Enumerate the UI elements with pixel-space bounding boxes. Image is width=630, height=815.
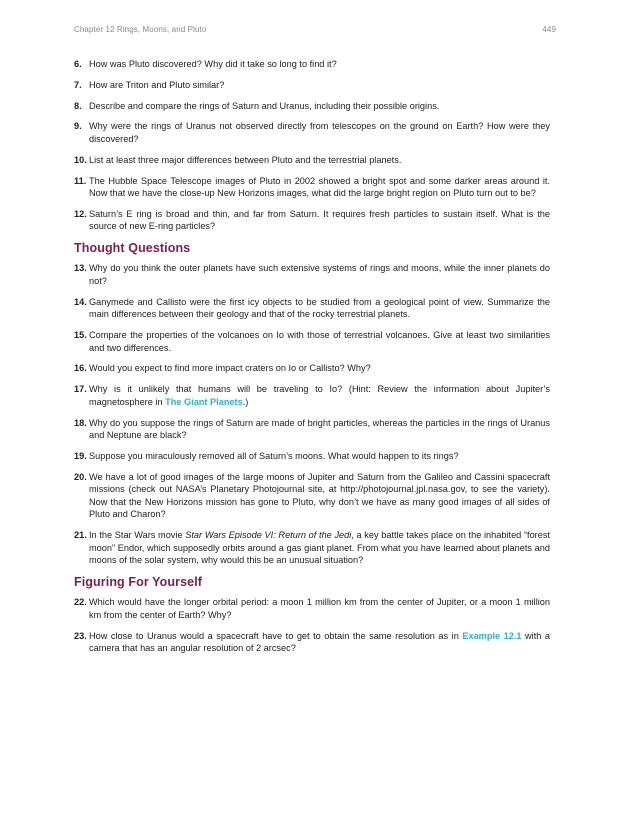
question-text: Ganymede and Callisto were the first icy objects to be studied from a geological point of view. Summarize the main differences between their geology and that of the rocky terrestrial planets. [89, 296, 550, 320]
question-text: How are Triton and Pluto similar? [89, 79, 225, 90]
question-text: In the Star Wars movie Star Wars Episode VI: Return of the Jedi, a key battle takes place on the inhabited “forest moon” Endor, which supposedly orbits around a gas giant planet. From what you have learned about planets and moons of the solar system, why would this be an unusual situation? [89, 530, 550, 566]
question-18: 18. Why do you suppose the rings of Saturn are made of bright particles, whereas the particles in the rings of Uranus and Neptune are black? [74, 417, 550, 441]
question-7: 7. How are Triton and Pluto similar? [74, 79, 550, 92]
question-6: 6. How was Pluto discovered? Why did it take so long to find it? [74, 58, 550, 71]
question-text: Which would have the longer orbital period: a moon 1 million km from the center of Jupiter, or a moon 1 million km from the center of Earth? Why? [89, 597, 550, 620]
question-12: 12. Saturn’s E ring is broad and thin, and far from Saturn. It requires fresh particles to sustain itself. What is the source of new E-ring particles? [74, 208, 550, 232]
question-19: 19. Suppose you miraculously removed all of Saturn’s moons. What would happen to its rings? [74, 450, 550, 463]
question-14: 14. Ganymede and Callisto were the first icy objects to be studied from a geological point of view. Summarize the main differences between their geology and that of the rocky terrestrial planets. [74, 296, 550, 320]
page-number: 449 [542, 25, 556, 34]
question-text: Compare the properties of the volcanoes on Io with those of terrestrial volcanoes. Give at least two similarities and two differences. [89, 330, 550, 353]
question-13: 13. Why do you think the outer planets have such extensive systems of rings and moons, while the inner planets do not? [74, 263, 550, 286]
question-text: How was Pluto discovered? Why did it take so long to find it? [89, 59, 337, 69]
question-text: Why do you suppose the rings of Saturn are made of bright particles, whereas the particles in the rings of Uranus and Neptune are black? [89, 417, 550, 441]
question-20: 20. We have a lot of good images of the large moons of Jupiter and Saturn from the Galileo and Cassini spacecraft missions (check out NASA’s Planetary Photojournal site, at http://photojournal.jpl.nasa.gov, to see the variety). Now that the New Horizons mission has gone to Pluto, why don’t we have as many good images of all sides of Pluto and Charon? [74, 471, 550, 520]
question-11: 11. The Hubble Space Telescope images of Pluto in 2002 showed a bright spot and some darker areas around it. Now that we have the close-up New Horizons images, what did the large bright region on Pluto turn out to be? [74, 175, 550, 199]
chapter-title: Chapter 12 Rings, Moons, and Pluto [74, 25, 207, 34]
giant-planets-link[interactable]: The Giant Planets [165, 396, 243, 407]
question-17: 17. Why is it unlikely that humans will be traveling to Io? (Hint: Review the information about Jupiter’s magnetosphere in The Giant Planets.) [74, 384, 550, 407]
question-text: List at least three major differences between Pluto and the terrestrial planets. [89, 154, 402, 165]
question-text: Why is it unlikely that humans will be traveling to Io? (Hint: Review the information about Jupiter’s magnetosphere in The Giant Planets.) [89, 384, 550, 407]
figuring-questions-list [74, 596, 550, 655]
question-text: Why do you think the outer planets have such extensive systems of rings and moons, while the inner planets do not? [89, 263, 550, 286]
question-9: 9. Why were the rings of Uranus not observed directly from telescopes on the ground on Earth? How were they discovered? [74, 121, 550, 144]
question-text: We have a lot of good images of the large moons of Jupiter and Saturn from the Galileo and Cassini spacecraft missions (check out NASA’s Planetary Photojournal site, at http://photojournal.jpl.nasa.gov, to see the variety). Now that the New Horizons mission has gone to Pluto, why don’t we have as many good images of all sides of Pluto and Charon? [89, 471, 550, 520]
question-16: 16. Would you expect to find more impact craters on Io or Callisto? Why? [74, 362, 550, 375]
question-21: 21. In the Star Wars movie Star Wars Episode VI: Return of the Jedi, a key battle takes place on the inhabited “forest moon” Endor, which supposedly orbits around a gas giant planet. From what you have learned about planets and moons of the solar system, why would this be an unusual situation? [74, 530, 550, 566]
question-8: 8. Describe and compare the rings of Saturn and Uranus, including their possible origins. [74, 100, 550, 113]
question-text: Suppose you miraculously removed all of Saturn’s moons. What would happen to its rings? [89, 450, 459, 461]
thought-questions-heading: Thought Questions [74, 241, 191, 256]
question-22: 22. Which would have the longer orbital period: a moon 1 million km from the center of Jupiter, or a moon 1 million km from the center of Earth? Why? [74, 597, 550, 620]
question-15: 15. Compare the properties of the volcanoes on Io with those of terrestrial volcanoes. Give at least two similarities and two differences. [74, 330, 550, 353]
movie-title: Star Wars Episode VI: Return of the Jedi [185, 530, 352, 541]
example-12-1-link[interactable]: Example 12.1 [462, 630, 522, 641]
question-23: 23. How close to Uranus would a spacecraft have to get to obtain the same resolution as in Example 12.1 with a camera that has an angular resolution of 2 arcsec? [74, 630, 550, 654]
question-text: Would you expect to find more impact craters on Io or Callisto? Why? [89, 363, 371, 374]
figuring-for-yourself-heading: Figuring For Yourself [74, 575, 203, 590]
page-content [74, 58, 550, 663]
question-text: Describe and compare the rings of Saturn and Uranus, including their possible origins. [89, 100, 440, 111]
question-10: 10. List at least three major differences between Pluto and the terrestrial planets. [74, 154, 550, 167]
thought-questions-list [74, 262, 550, 567]
question-text: Why were the rings of Uranus not observed directly from telescopes on the ground on Earth? How were they discovered? [89, 121, 550, 144]
question-text: Saturn’s E ring is broad and thin, and far from Saturn. It requires fresh particles to sustain itself. What is the source of new E-ring particles? [89, 208, 550, 232]
question-text: The Hubble Space Telescope images of Pluto in 2002 showed a bright spot and some darker areas around it. Now that we have the close-up New Horizons images, what did the large bright region on Pluto turn out to be? [89, 175, 550, 199]
review-questions-list [74, 58, 550, 233]
question-text: How close to Uranus would a spacecraft have to get to obtain the same resolution as in Example 12.1 with a camera that has an angular resolution of 2 arcsec? [89, 630, 550, 654]
